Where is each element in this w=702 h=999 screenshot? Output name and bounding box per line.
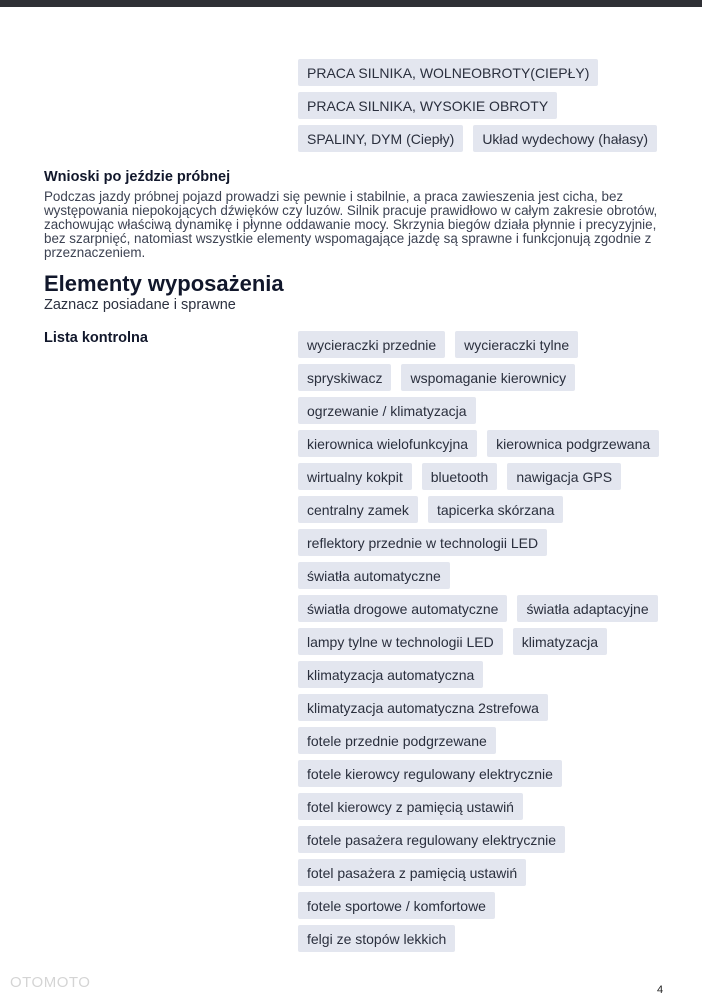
tag-row: [298, 59, 688, 86]
tag: bluetooth: [422, 463, 498, 490]
tag-row: [298, 793, 688, 820]
tag: wycieraczki przednie: [298, 331, 445, 358]
checklist-label: Lista kontrolna: [44, 330, 148, 346]
equipment-heading: Elementy wyposażenia: [44, 271, 284, 296]
tag: PRACA SILNIKA, WYSOKIE OBROTY: [298, 92, 557, 119]
tag-row: [298, 859, 688, 886]
conclusions-text: Podczas jazdy próbnej pojazd prowadzi się pewnie i stabilnie, a praca zawieszenia jest cicha, bez występowania niepokojących dźwięków czy luzów. Silnik pracuje prawidłowo w całym zakresie obrotów, zachowując właściwą dynamikę i płynne oddawanie mocy. Skrzynia biegów działa płynnie i precyzyjnie, bez szarpnięć, natomiast wszystkie elementy wspomagające jazdę są sprawne i funkcjonują zgodnie z przeznaczeniem.: [44, 189, 658, 260]
tag: nawigacja GPS: [507, 463, 621, 490]
tag: fotele pasażera regulowany elektrycznie: [298, 826, 565, 853]
equipment-subheading: Zaznacz posiadane i sprawne: [44, 297, 236, 313]
tag-row: [298, 628, 688, 655]
tag: lampy tylne w technologii LED: [298, 628, 503, 655]
tag-row: [298, 892, 688, 919]
tag: fotele kierowcy regulowany elektrycznie: [298, 760, 562, 787]
tag: wirtualny kokpit: [298, 463, 412, 490]
conclusions-label: Wnioski po jeździe próbnej: [44, 169, 231, 185]
tag-row: [298, 463, 688, 490]
tag: światła automatyczne: [298, 562, 450, 589]
tag-row: [298, 496, 688, 523]
tag: klimatyzacja automatyczna 2strefowa: [298, 694, 548, 721]
tag-row: [298, 661, 688, 688]
tag: tapicerka skórzana: [428, 496, 564, 523]
tag: ogrzewanie / klimatyzacja: [298, 397, 476, 424]
tag-row: [298, 92, 688, 119]
top-bar: [0, 0, 702, 7]
equipment-checklist-tags: [298, 331, 688, 958]
tag: reflektory przednie w technologii LED: [298, 529, 547, 556]
tag: kierownica wielofunkcyjna: [298, 430, 477, 457]
tag: kierownica podgrzewana: [487, 430, 659, 457]
tag-row: [298, 760, 688, 787]
tag-row: [298, 430, 688, 457]
tag-row: [298, 331, 688, 358]
tag-row: [298, 925, 688, 952]
tag: fotele przednie podgrzewane: [298, 727, 496, 754]
tag-row: [298, 826, 688, 853]
tag-row: [298, 364, 688, 391]
tag-row: [298, 125, 688, 152]
tag: fotele sportowe / komfortowe: [298, 892, 495, 919]
tag-row: [298, 727, 688, 754]
tag: felgi ze stopów lekkich: [298, 925, 455, 952]
tag: fotel kierowcy z pamięcią ustawiń: [298, 793, 523, 820]
tag: spryskiwacz: [298, 364, 391, 391]
tag: klimatyzacja: [513, 628, 607, 655]
tag: światła adaptacyjne: [517, 595, 657, 622]
tag: fotel pasażera z pamięcią ustawiń: [298, 859, 526, 886]
tag-row: [298, 562, 688, 589]
tag: PRACA SILNIKA, WOLNEOBROTY(CIEPŁY): [298, 59, 598, 86]
tag-row: [298, 529, 688, 556]
tag-row: [298, 595, 688, 622]
page-number: 4: [657, 984, 664, 996]
watermark-logo: OTOMOTO: [10, 974, 91, 991]
tag: klimatyzacja automatyczna: [298, 661, 483, 688]
tag: Układ wydechowy (hałasy): [473, 125, 657, 152]
tag: wspomaganie kierownicy: [401, 364, 575, 391]
engine-check-tags: [298, 59, 688, 158]
tag: światła drogowe automatyczne: [298, 595, 507, 622]
tag: wycieraczki tylne: [455, 331, 578, 358]
tag-row: [298, 397, 688, 424]
tag: centralny zamek: [298, 496, 418, 523]
tag: SPALINY, DYM (Ciepły): [298, 125, 463, 152]
tag-row: [298, 694, 688, 721]
